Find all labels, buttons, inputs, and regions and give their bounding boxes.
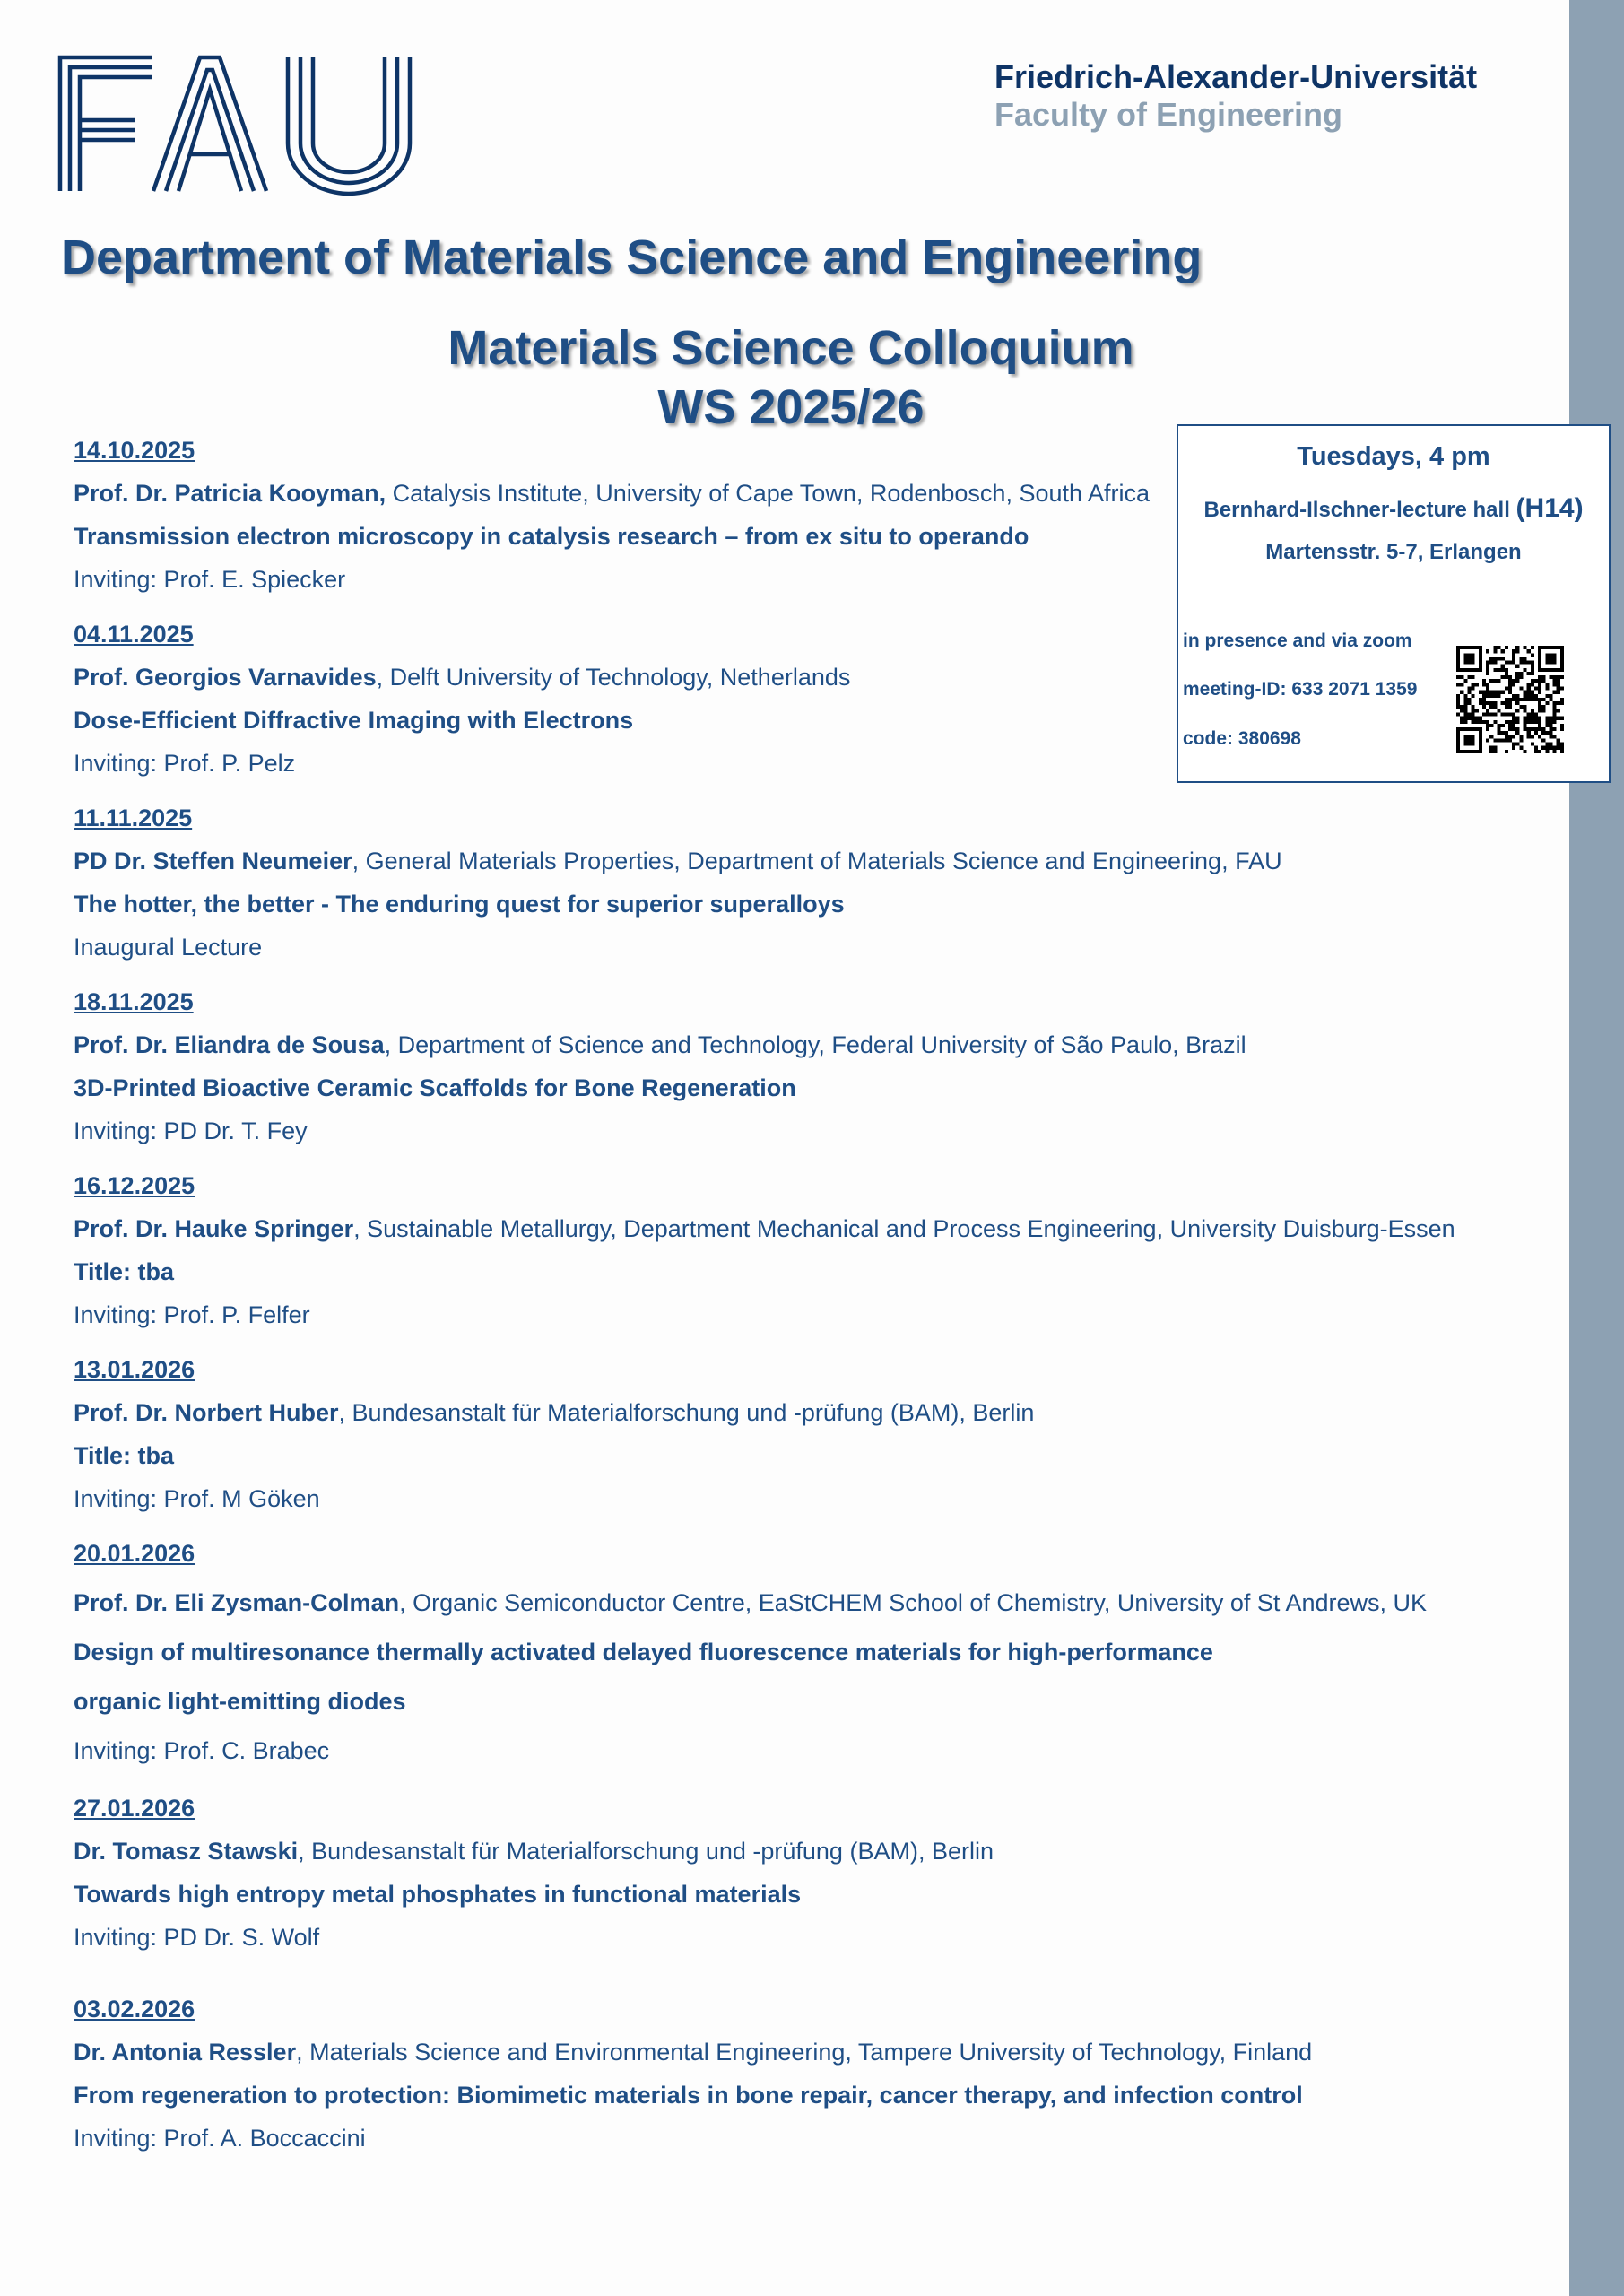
event-title: Title: tba <box>74 1258 175 1285</box>
event-title: Design of multiresonance thermally activated delayed fluorescence materials for high-performance <box>74 1639 1213 1665</box>
colloquium-title: Materials Science Colloquium <box>447 321 1134 375</box>
info-code: code: 380698 <box>1183 728 1301 749</box>
event-date: 03.02.2026 <box>74 1996 195 2022</box>
event-affiliation: , Department of Science and Technology, Federal University of São Paulo, Brazil <box>384 1031 1246 1058</box>
event-date: 16.12.2025 <box>74 1172 195 1199</box>
event-date: 11.11.2025 <box>74 804 193 831</box>
university-name: Friedrich-Alexander-Universität <box>994 58 1478 95</box>
event-date: 18.11.2025 <box>74 988 194 1015</box>
event-speaker: Dr. Antonia Ressler <box>74 2039 297 2066</box>
event-inviting: Inviting: Prof. E. Spiecker <box>74 566 346 593</box>
event-inviting: Inviting: Prof. C. Brabec <box>74 1737 330 1764</box>
event-date: 14.10.2025 <box>74 437 195 464</box>
event-affiliation: , Organic Semiconductor Centre, EaStCHEM School of Chemistry, University of St Andrews, UK <box>399 1589 1427 1616</box>
event-affiliation: , Bundesanstalt für Materialforschung und -prüfung (BAM), Berlin <box>338 1399 1035 1426</box>
event-inviting: Inviting: Prof. P. Pelz <box>74 750 296 777</box>
event-affiliation: , Materials Science and Environmental Engineering, Tampere University of Technology, Finland <box>296 2039 1313 2066</box>
event-speaker: PD Dr. Steffen Neumeier <box>74 848 352 874</box>
event-speaker-line <box>74 2039 1312 2066</box>
semester-title: WS 2025/26 <box>657 380 925 434</box>
event-inviting: Inviting: Prof. P. Felfer <box>74 1301 310 1328</box>
fau-logo <box>56 54 426 197</box>
event-inviting: Inviting: PD Dr. S. Wolf <box>74 1924 320 1951</box>
event-speaker-line <box>74 1399 1034 1427</box>
event-inviting: Inviting: Prof. M Göken <box>74 1485 320 1512</box>
event-speaker-line <box>74 480 1150 508</box>
info-hall-name: Bernhard-Ilschner-lecture hall <box>1203 498 1510 522</box>
event-affiliation: Catalysis Institute, University of Cape Town, Rodenbosch, South Africa <box>386 480 1151 507</box>
event-speaker-line <box>74 664 850 691</box>
event-speaker: Prof. Dr. Hauke Springer <box>74 1215 354 1242</box>
event-speaker-line <box>74 1838 994 1866</box>
event-speaker: Prof. Dr. Patricia Kooyman, <box>74 480 386 507</box>
university-block <box>994 57 1477 133</box>
event-title: Title: tba <box>74 1442 175 1469</box>
event-date: 13.01.2026 <box>74 1356 195 1383</box>
info-mode: in presence and via zoom <box>1183 631 1412 651</box>
event-title: Dose-Efficient Diffractive Imaging with Electrons <box>74 707 634 734</box>
event-speaker: Prof. Georgios Varnavides <box>74 664 377 691</box>
event-date: 20.01.2026 <box>74 1540 195 1567</box>
event-speaker: Prof. Dr. Eliandra de Sousa <box>74 1031 385 1058</box>
event-title: Transmission electron microscopy in catalysis research – from ex situ to operando <box>74 523 1029 550</box>
event-inviting: Inviting: PD Dr. T. Fey <box>74 1118 308 1144</box>
event-affiliation: , Delft University of Technology, Netherlands <box>376 664 851 691</box>
event-title: 3D-Printed Bioactive Ceramic Scaffolds for Bone Regeneration <box>74 1074 796 1101</box>
event-speaker: Prof. Dr. Eli Zysman-Colman <box>74 1589 400 1616</box>
event-speaker: Prof. Dr. Norbert Huber <box>74 1399 339 1426</box>
event-title-line-2: organic light-emitting diodes <box>74 1688 406 1715</box>
colloquium-title-block <box>343 318 1239 437</box>
event-speaker: Dr. Tomasz Stawski <box>74 1838 299 1865</box>
event-speaker-line <box>74 1215 1455 1243</box>
event-speaker-line <box>74 1589 1427 1617</box>
event-title: The hotter, the better - The enduring quest for superior superalloys <box>74 891 845 918</box>
event-title: From regeneration to protection: Biomimetic materials in bone repair, cancer therapy, and infection control <box>74 2082 1303 2109</box>
event-affiliation: , Bundesanstalt für Materialforschung und -prüfung (BAM), Berlin <box>298 1838 994 1865</box>
qr-code[interactable] <box>1456 646 1564 753</box>
faculty-name: Faculty of Engineering <box>994 96 1343 133</box>
event-date: 04.11.2025 <box>74 621 194 648</box>
event-inviting: Inviting: Prof. A. Boccaccini <box>74 2125 366 2152</box>
event-speaker-line <box>74 1031 1246 1059</box>
right-side-strip <box>1569 0 1624 2296</box>
info-address: Martensstr. 5-7, Erlangen <box>1265 540 1522 564</box>
info-hall-code: (H14) <box>1515 493 1584 523</box>
info-meeting-id: meeting-ID: 633 2071 1359 <box>1183 679 1418 700</box>
event-date: 27.01.2026 <box>74 1795 195 1822</box>
event-inviting: Inaugural Lecture <box>74 934 263 961</box>
event-affiliation: , Sustainable Metallurgy, Department Mechanical and Process Engineering, University Duisburg-Essen <box>353 1215 1455 1242</box>
info-hall <box>1178 493 1609 524</box>
info-box <box>1177 424 1611 783</box>
event-speaker-line <box>74 848 1282 875</box>
info-time: Tuesdays, 4 pm <box>1297 442 1490 471</box>
department-title: Department of Materials Science and Engineering <box>61 230 1203 284</box>
event-title: Towards high entropy metal phosphates in functional materials <box>74 1881 802 1908</box>
event-affiliation: , General Materials Properties, Department of Materials Science and Engineering, FAU <box>352 848 1282 874</box>
